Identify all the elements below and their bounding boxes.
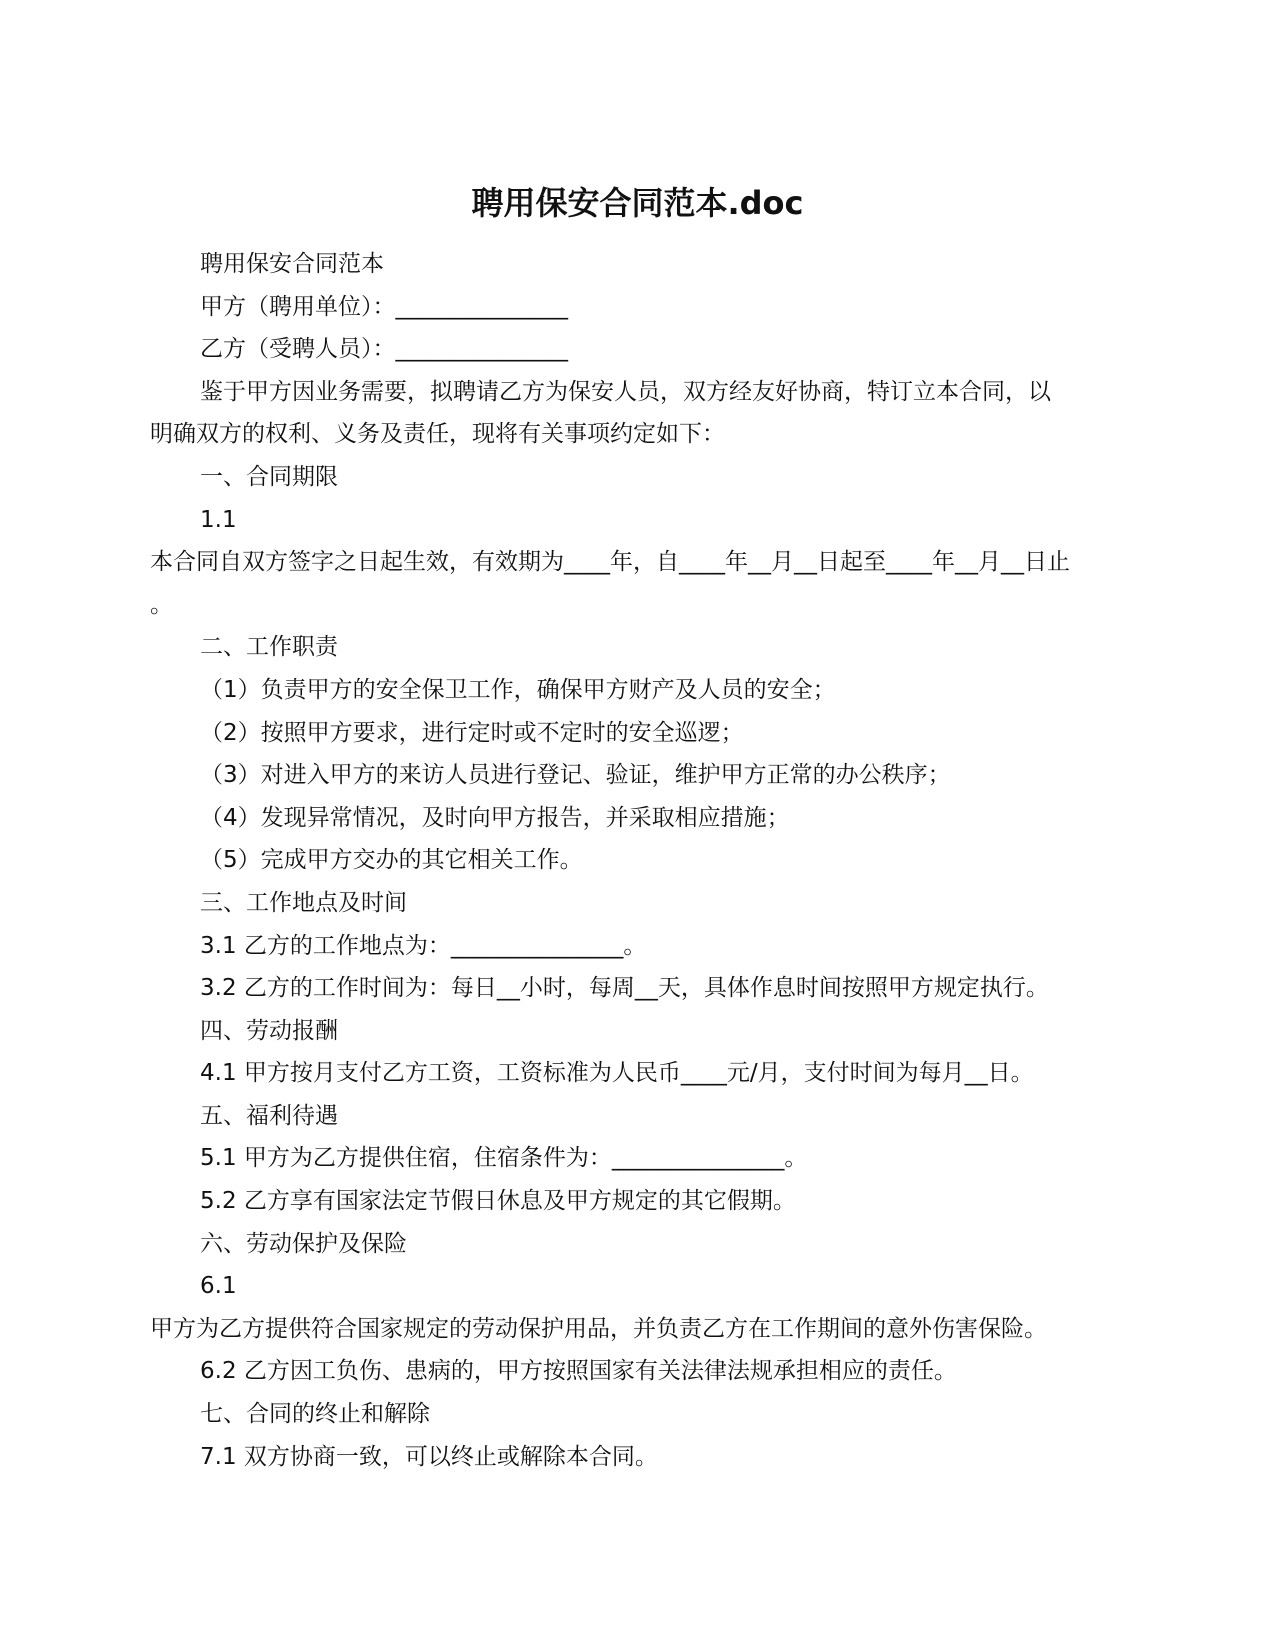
text-line: 3.2 乙方的工作时间为：每日__小时，每周__天，具体作息时间按照甲方规定执行。	[200, 975, 1049, 1002]
text-line: 7.1 双方协商一致，可以终止或解除本合同。	[200, 1443, 658, 1470]
text-line: 6.1	[200, 1273, 237, 1300]
text-line: 乙方（受聘人员）：_______________	[200, 336, 568, 363]
text-line: （1）负责甲方的安全保卫工作，确保甲方财产及人员的安全；	[200, 676, 836, 703]
text-line: 五、福利待遇	[200, 1102, 338, 1129]
text-line: 1.1	[200, 506, 237, 533]
text-line: 5.1 甲方为乙方提供住宿，住宿条件为：_______________。	[200, 1145, 808, 1172]
text-line: （3）对进入甲方的来访人员进行登记、验证，维护甲方正常的办公秩序；	[200, 762, 951, 789]
text-line: 四、劳动报酬	[200, 1017, 338, 1044]
text-line: 5.2 乙方享有国家法定节假日休息及甲方规定的其它假期。	[200, 1188, 796, 1215]
text-line: 甲方为乙方提供符合国家规定的劳动保护用品，并负责乙方在工作期间的意外伤害保险。	[150, 1315, 1047, 1342]
text-line: （2）按照甲方要求，进行定时或不定时的安全巡逻；	[200, 719, 744, 746]
text-line: 3.1 乙方的工作地点为：_______________。	[200, 932, 647, 959]
text-line: 6.2 乙方因工负伤、患病的，甲方按照国家有关法律法规承担相应的责任。	[200, 1358, 957, 1385]
text-line: 。	[150, 591, 173, 618]
text-line: （4）发现异常情况，及时向甲方报告，并采取相应措施；	[200, 804, 790, 831]
document-title: 聘用保安合同范本.doc	[471, 184, 804, 222]
text-line: （5）完成甲方交办的其它相关工作。	[200, 847, 583, 874]
text-line: 甲方（聘用单位）：_______________	[200, 293, 568, 320]
text-line: 二、工作职责	[200, 634, 338, 661]
text-line: 六、劳动保护及保险	[200, 1230, 407, 1257]
document-body	[150, 243, 1130, 1478]
text-line: 鉴于甲方因业务需要，拟聘请乙方为保安人员，双方经友好协商，特订立本合同，以	[200, 378, 1051, 405]
text-line: 一、合同期限	[200, 463, 338, 490]
text-line: 4.1 甲方按月支付乙方工资，工资标准为人民币____元/月，支付时间为每月__日。	[200, 1060, 1034, 1087]
text-line: 本合同自双方签字之日起生效，有效期为____年，自____年__月__日起至____年__月__日止	[150, 549, 1070, 576]
text-line: 七、合同的终止和解除	[200, 1401, 430, 1428]
text-line: 聘用保安合同范本	[200, 251, 384, 277]
text-line: 三、工作地点及时间	[200, 889, 407, 916]
text-line: 明确双方的权利、义务及责任，现将有关事项约定如下：	[150, 421, 725, 448]
